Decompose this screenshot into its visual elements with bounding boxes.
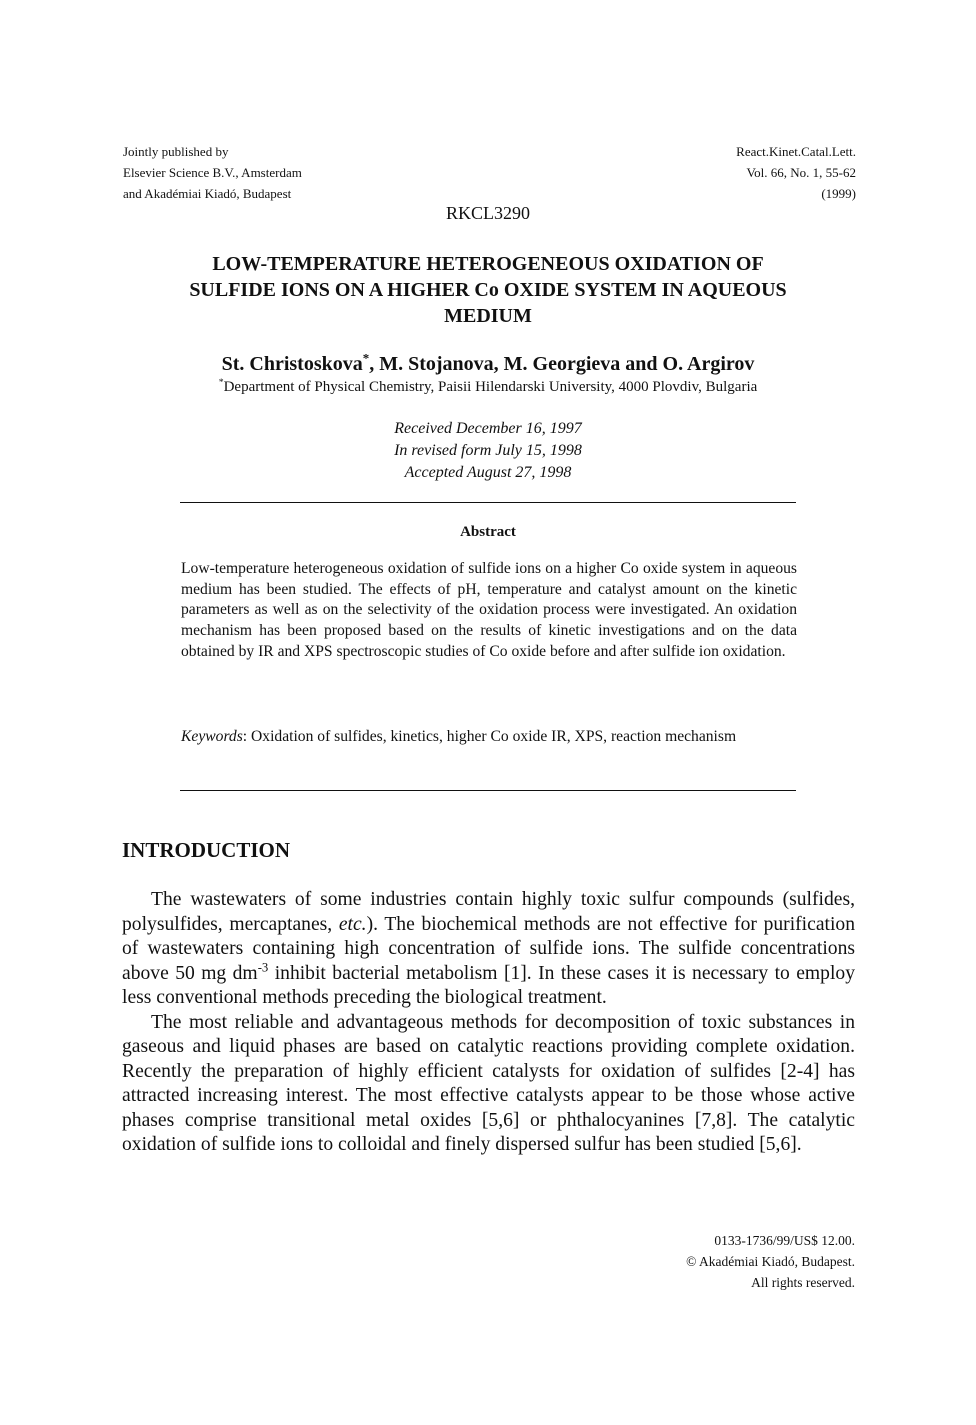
title-line: MEDIUM [444,305,532,327]
publisher-line: and Akadémiai Kiadó, Budapest [123,186,292,201]
abstract-heading: Abstract [460,524,516,540]
article-code: RKCL3290 [445,203,530,223]
publisher-line: Jointly published by [123,144,229,159]
copyright-line: 0133-1736/99/US$ 12.00. [714,1233,855,1248]
text-run: inhibit bacterial metabolism [1]. In these cases it is necessary to employ less conventional methods preceding the biological treatment. [122,962,855,1008]
title-line: LOW-TEMPERATURE HETEROGENEOUS OXIDATION OF [212,253,764,275]
keywords [181,727,797,748]
section-heading: INTRODUCTION [122,838,291,862]
abstract-text: Low-temperature heterogeneous oxidation of sulfide ions on a higher Co oxide system in aqueous medium has been studied. The effects of pH, temperature and catalyst amount on the kinetic parameters as well as on the selectivity of the oxidation process were investigated. An oxidation mechanism has been proposed based on the results of kinetic investigations and on the data obtained by IR and XPS spectroscopic studies of Co oxide before and after sulfide ion oxidation. [181,560,797,660]
keywords-text: : Oxidation of sulfides, kinetics, higher Co oxide IR, XPS, reaction mechanism [242,728,737,745]
affiliation-text: Department of Physical Chemistry, Paisii Hilendarski University, 4000 Plovdiv, Bulgaria [223,379,758,395]
text-run-italic: etc. [338,913,367,935]
divider-bottom [180,790,796,791]
journal-info [736,141,856,204]
divider-top [180,502,796,503]
publisher-info [123,141,302,204]
publisher-line: Elsevier Science B.V., Amsterdam [123,165,302,180]
journal-line: React.Kinet.Catal.Lett. [736,144,856,159]
date-accepted: Accepted August 27, 1998 [404,464,572,481]
title-line: SULFIDE IONS ON A HIGHER Co OXIDE SYSTEM IN AQUEOUS [189,279,787,301]
author-list [0,350,976,376]
paragraph [122,888,855,1011]
journal-line: Vol. 66, No. 1, 55-62 [746,165,856,180]
date-revised: In revised form July 15, 1998 [394,442,582,459]
author-mark: * [362,350,370,366]
affiliation [0,379,976,396]
copyright-line: All rights reserved. [751,1275,855,1290]
copyright-notice [686,1230,855,1293]
journal-line: (1999) [821,186,856,201]
paragraph: The most reliable and advantageous methods for decomposition of toxic substances in gaseous and liquid phases are based on catalytic reactions providing complete oxidation. Recently the preparation of highly efficient catalysts for oxidation of sulfides [2-4] has attracted increasing interest. The most effective catalysts appear to be those whose active phases comprise transitional metal oxides [5,6] or phthalocyanines [7,8]. The catalytic oxidation of sulfide ions to colloidal and finely dispersed sulfur has been studied [5,6]. [122,1011,855,1155]
submission-dates [0,418,976,484]
paper-title [130,251,846,329]
copyright-line: © Akadémiai Kiadó, Budapest. [686,1254,855,1269]
text-run: ). The biochemical methods are not effective for purification of wastewaters containing high concentration of sulfide ions. The sulfide concentrations above 50 mg dm [122,913,855,984]
text-run: The wastewaters of some industries contain highly toxic sulfur compounds (sulfides, polysulfides, mercaptanes, [122,889,855,935]
author-first: St. Christoskova [221,353,363,375]
keywords-label: Keywords [181,728,243,745]
superscript: -3 [257,959,269,974]
date-received: Received December 16, 1997 [394,420,582,437]
introduction-body [122,888,855,1158]
author-rest: , M. Stojanova, M. Georgieva and O. Argirov [369,353,755,375]
affiliation-mark: * [218,377,224,388]
